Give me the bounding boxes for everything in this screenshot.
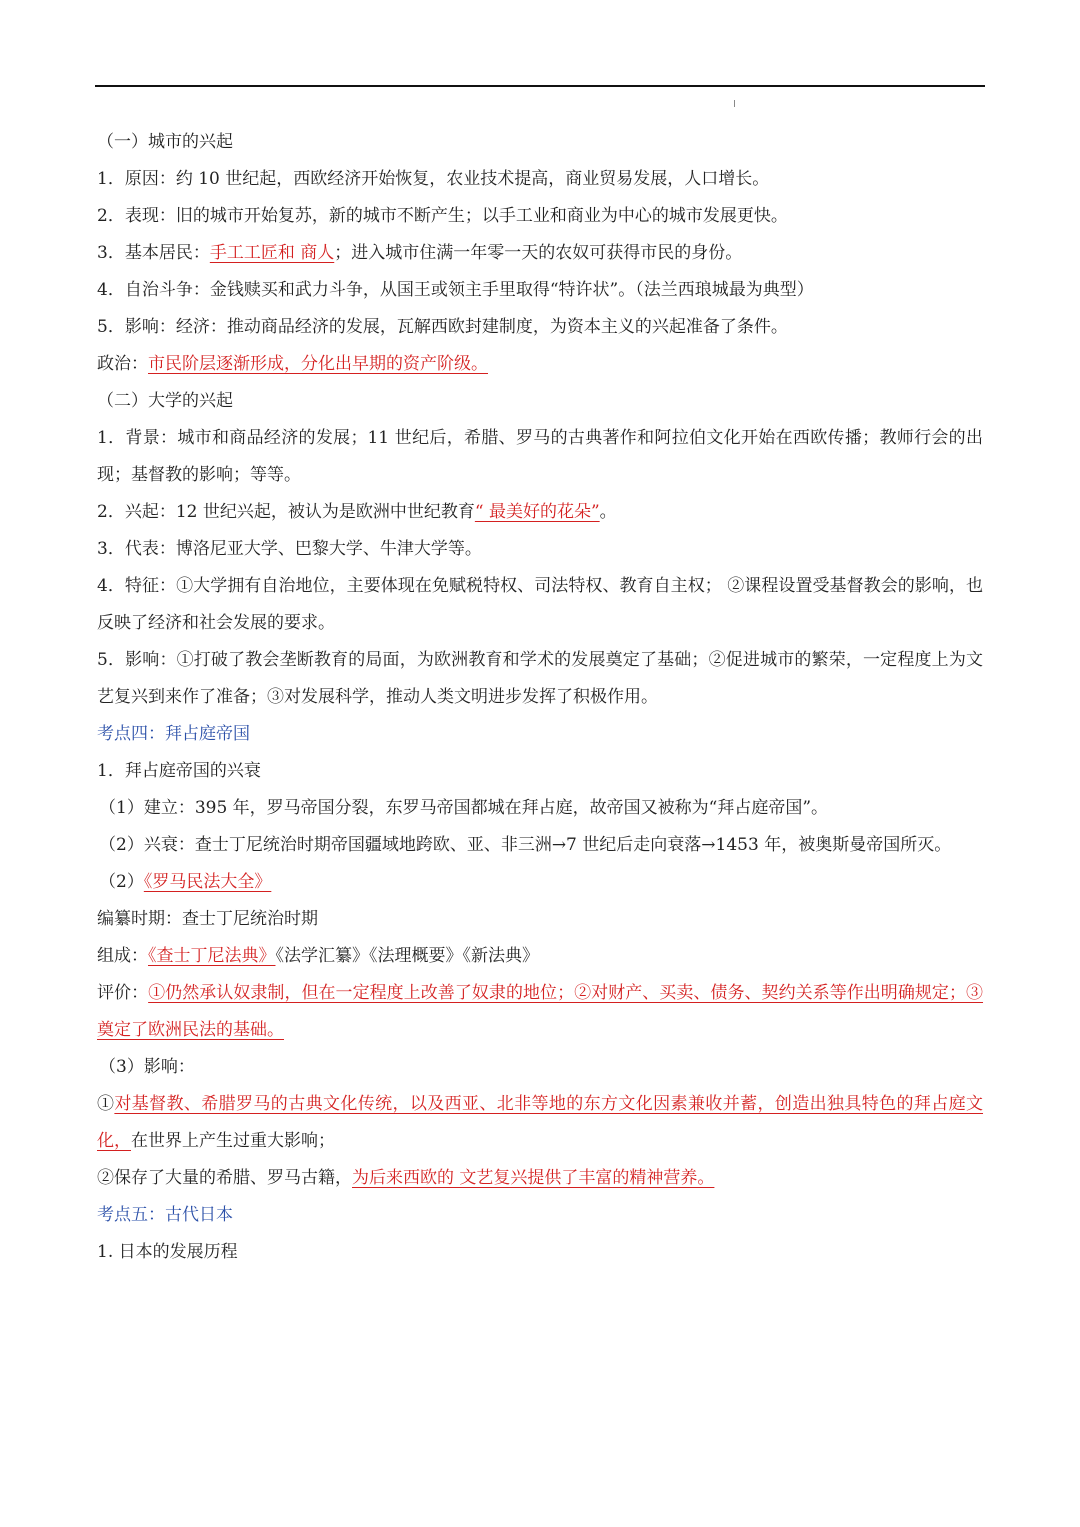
text-segment: 组成： [97, 946, 148, 966]
paragraph-composition [97, 938, 983, 975]
text-segment: 《法学汇纂》《法理概要》《新法典》 [275, 946, 539, 966]
paragraph-influence-heading: （3）影响： [99, 1057, 195, 1077]
paragraph-background: 1．背景：城市和商品经济的发展；11 世纪后，希腊、罗马的古典著作和阿拉伯文化开始在西欧传播；教师行会的出现；基督教的影响；等等。 [97, 428, 983, 485]
text-segment: ① [97, 1094, 115, 1114]
paragraph-civil-law [97, 864, 983, 901]
paragraph-performance: 2．表现：旧的城市开始复苏，新的城市不断产生；以手工业和商业为中心的城市发展更快。 [97, 206, 788, 226]
paragraph-rise-fall: （2）兴衰：查士丁尼统治时期帝国疆域地跨欧、亚、非三洲→7 世纪后走向衰落→1453 年，被奥斯曼帝国所灭。 [99, 835, 952, 855]
paragraph-politics [97, 346, 983, 383]
document-body [97, 124, 983, 1271]
highlight-flower: “ 最美好的花朵” [474, 502, 600, 522]
text-segment: 在世界上产生过重大影响； [131, 1131, 335, 1151]
subheading-byzantine-rise-fall: 1．拜占庭帝国的兴衰 [97, 761, 261, 781]
section-heading-universities: （二）大学的兴起 [97, 391, 233, 411]
text-segment: （2） [99, 872, 144, 892]
paragraph-cause: 1．原因：约 10 世纪起，西欧经济开始恢复，农业技术提高，商业贸易发展，人口增长。 [97, 169, 770, 189]
heading-byzantine: 考点四：拜占庭帝国 [97, 724, 250, 744]
header-rule [95, 85, 985, 87]
text-segment: 2．兴起：12 世纪兴起，被认为是欧洲中世纪教育 [97, 502, 475, 522]
section-heading-cities: （一）城市的兴起 [97, 132, 233, 152]
text-segment: 。 [599, 502, 617, 522]
highlight-politics: 市民阶层逐渐形成，分化出早期的资产阶级。 [148, 354, 488, 374]
paragraph-preserved-books [97, 1160, 983, 1197]
paragraph-compilation-period: 编纂时期：查士丁尼统治时期 [97, 909, 318, 929]
subheading-japan-development: 1. 日本的发展历程 [97, 1242, 238, 1262]
highlight-residents: 手工工匠和 商人 [209, 243, 335, 263]
highlight-evaluation: ①仍然承认奴隶制，但在一定程度上改善了奴隶的地位；②对财产、买卖、债务、契约关系等作出明确规定；③奠定了欧洲民法的基础。 [97, 983, 984, 1040]
paragraph-influence: 5．影响：经济：推动商品经济的发展，瓦解西欧封建制度，为资本主义的兴起准备了条件。 [97, 317, 788, 337]
paragraph-representatives: 3．代表：博洛尼亚大学、巴黎大学、牛津大学等。 [97, 539, 482, 559]
highlight-renaissance: 为后来西欧的 文艺复兴提供了丰富的精神营养。 [352, 1168, 715, 1188]
text-segment: 3．基本居民： [97, 243, 210, 263]
paragraph-university-influence: 5．影响：①打破了教会垄断教育的局面，为欧洲教育和学术的发展奠定了基础；②促进城市的繁荣，一定程度上为文艺复兴到来作了准备；③对发展科学，推动人类文明进步发挥了积极作用。 [97, 650, 983, 707]
text-segment: ；进入城市住满一年零一天的农奴可获得市民的身份。 [334, 243, 743, 263]
highlight-byzantine-culture: 对基督教、希腊罗马的古典文化传统，以及西亚、北非等地的东方文化因素兼收并蓄，创造出独具特色的拜占庭文化， [97, 1094, 984, 1151]
paragraph-autonomy: 4．自治斗争：金钱赎买和武力斗争，从国王或领主手里取得“特许状”。（法兰西琅城最为典型） [97, 280, 814, 300]
paragraph-features: 4．特征：①大学拥有自治地位，主要体现在免赋税特权、司法特权、教育自主权； ②课程设置受基督教会的影响，也反映了经济和社会发展的要求。 [97, 576, 983, 633]
paragraph-rise [97, 494, 983, 531]
text-segment: ②保存了大量的希腊、罗马古籍， [97, 1168, 352, 1188]
paragraph-evaluation [97, 975, 983, 1049]
header-tick-mark [734, 100, 735, 107]
paragraph-founding: （1）建立：395 年，罗马帝国分裂，东罗马帝国都城在拜占庭，故帝国又被称为“拜占庭帝国”。 [99, 798, 829, 818]
paragraph-residents [97, 235, 983, 272]
highlight-justinian-code: 《查士丁尼法典》 [148, 946, 276, 966]
text-segment: 政治： [97, 354, 148, 374]
text-segment: 评价： [97, 983, 149, 1003]
highlight-civil-law: 《罗马民法大全》 [143, 872, 272, 892]
paragraph-byzantine-culture [97, 1086, 983, 1160]
heading-ancient-japan: 考点五：古代日本 [97, 1205, 233, 1225]
